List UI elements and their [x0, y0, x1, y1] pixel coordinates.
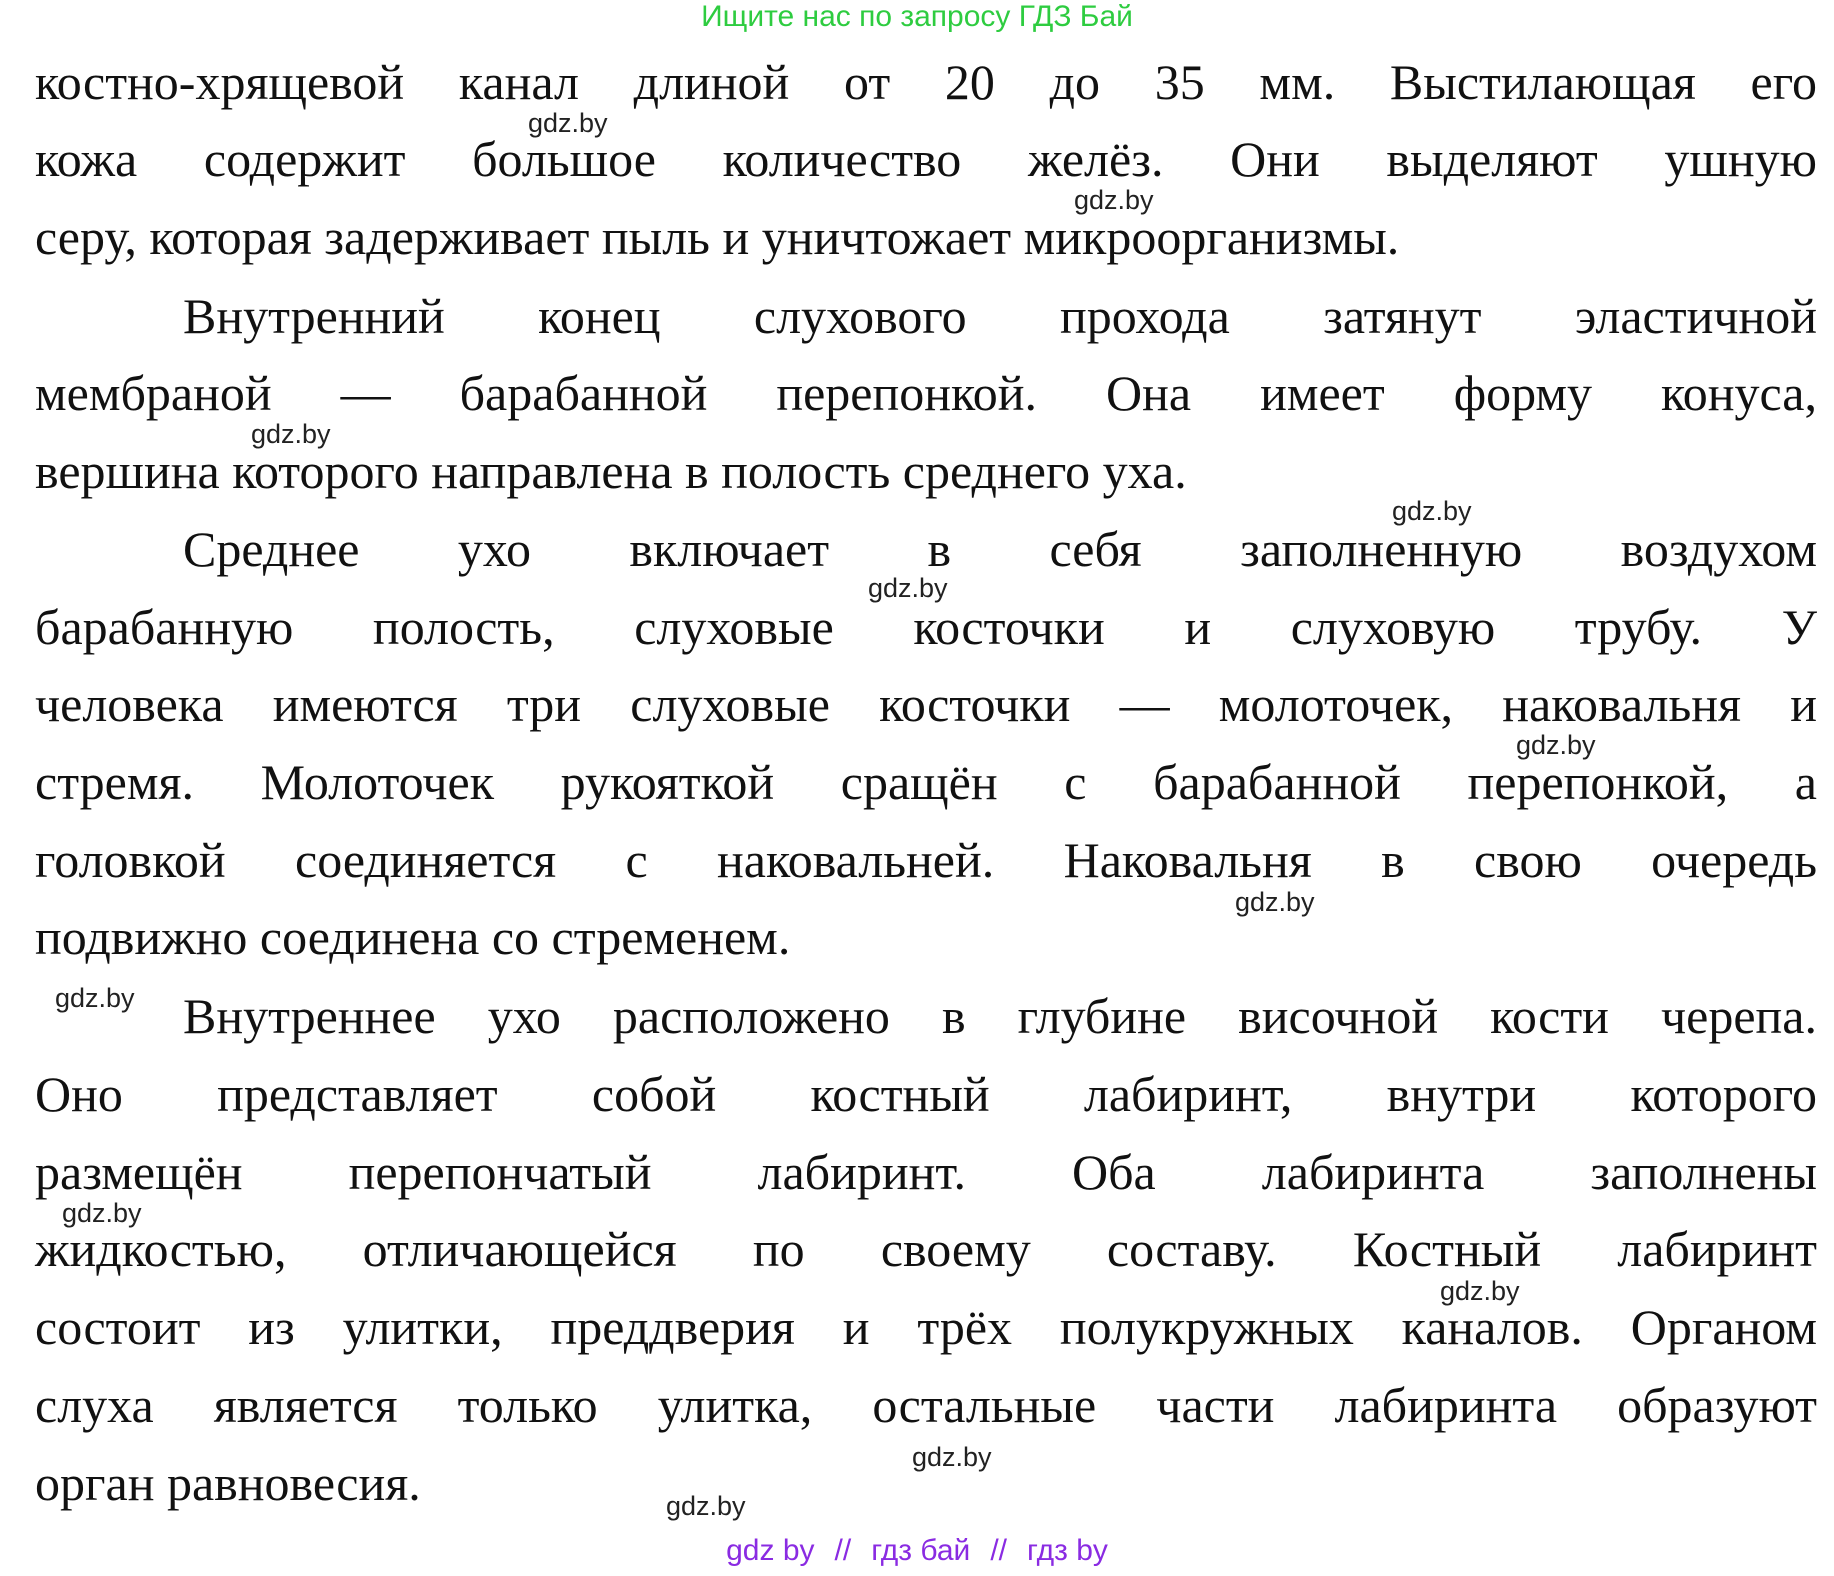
watermark: gdz.by — [868, 573, 948, 603]
text-line: состоит из улитки, преддверия и трёх полукружных каналов. Органом — [35, 1299, 1817, 1355]
watermark: gdz.by — [1516, 730, 1596, 760]
text-line: мембраной — барабанной перепонкой. Она имеет форму конуса, — [35, 365, 1817, 421]
text-line: Внутреннее ухо расположено в глубине височной кости черепа. — [183, 988, 1817, 1044]
footer-link[interactable]: гдз бай — [871, 1534, 971, 1567]
watermark: gdz.by — [251, 419, 331, 449]
text-line: Оно представляет собой костный лабиринт, внутри которого — [35, 1066, 1817, 1122]
text-line: слуха является только улитка, остальные части лабиринта образуют — [35, 1377, 1817, 1433]
watermark: gdz.by — [666, 1491, 746, 1521]
footer-separator: // — [834, 1534, 852, 1567]
text-line: подвижно соединена со стременем. — [35, 909, 791, 965]
text-line: стремя. Молоточек рукояткой сращён с барабанной перепонкой, а — [35, 754, 1817, 810]
text-line: костно-хрящевой канал длиной от 20 до 35 мм. Выстилающая его — [35, 54, 1817, 110]
text-line: Внутренний конец слухового прохода затянут эластичной — [183, 288, 1817, 344]
watermark: gdz.by — [1440, 1276, 1520, 1306]
text-line: человека имеются три слуховые косточки — молоточек, наковальня и — [35, 676, 1817, 732]
text-line: барабанную полость, слуховые косточки и слуховую трубу. У — [35, 599, 1817, 655]
text-line: размещён перепончатый лабиринт. Оба лабиринта заполнены — [35, 1144, 1817, 1200]
footer-links — [0, 1534, 1834, 1568]
watermark: gdz.by — [1392, 496, 1472, 526]
text-line: вершина которого направлена в полость среднего уха. — [35, 443, 1187, 499]
text-line: жидкостью, отличающейся по своему составу. Костный лабиринт — [35, 1221, 1817, 1277]
text-line: кожа содержит большое количество желёз. Они выделяют ушную — [35, 131, 1817, 187]
footer-separator: // — [990, 1534, 1007, 1567]
watermark: gdz.by — [1074, 185, 1154, 215]
watermark: gdz.by — [1235, 887, 1315, 917]
text-line: серу, которая задерживает пыль и уничтожает микроорганизмы. — [35, 209, 1400, 265]
watermark: gdz.by — [528, 108, 608, 138]
text-line: головкой соединяется с наковальней. Наковальня в свою очередь — [35, 832, 1817, 888]
text-line: орган равновесия. — [35, 1455, 421, 1511]
watermark: gdz.by — [62, 1198, 142, 1228]
text-line: Среднее ухо включает в себя заполненную воздухом — [183, 521, 1817, 577]
footer-link[interactable]: гдз by — [1027, 1534, 1108, 1567]
watermark: gdz.by — [55, 983, 135, 1013]
watermark: gdz.by — [912, 1442, 992, 1472]
header-banner: Ищите нас по запросу ГДЗ Бай — [701, 0, 1133, 33]
footer-link[interactable]: gdz by — [726, 1534, 815, 1567]
